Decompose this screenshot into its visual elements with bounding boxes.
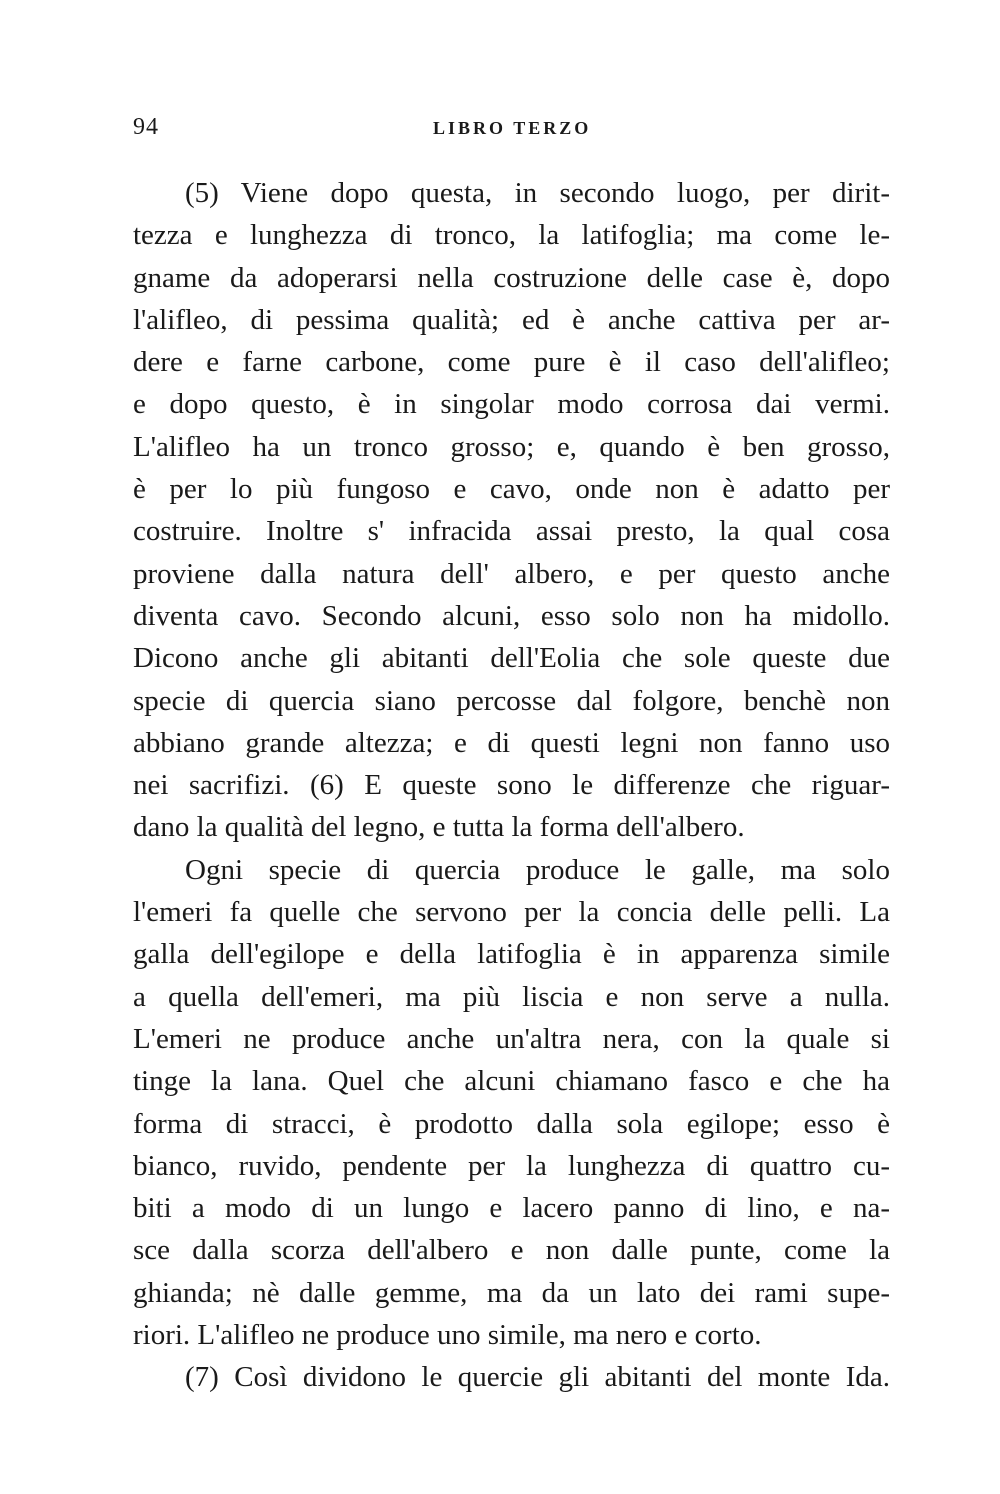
text-line: proviene dalla natura dell' albero, e per questo anche: [133, 557, 890, 590]
text-line: sce dalla scorza dell'albero e non dalle punte, come la: [133, 1234, 890, 1267]
text-line: ghianda; nè dalle gemme, ma da un lato dei rami supe-: [133, 1276, 890, 1309]
text-line: abbiano grande altezza; e di questi legni non fanno uso: [133, 726, 890, 759]
text-line: diventa cavo. Secondo alcuni, esso solo non ha midollo.: [133, 599, 890, 632]
text-line: gname da adoperarsi nella costruzione delle case è, dopo: [133, 261, 890, 294]
text-line: l'emeri fa quelle che servono per la concia delle pelli. La: [133, 896, 890, 929]
page-number: 94: [133, 114, 159, 140]
text-line: dere e farne carbone, come pure è il caso dell'alifleo;: [133, 346, 890, 379]
text-line: costruire. Inoltre s' infracida assai presto, la qual cosa: [133, 515, 890, 548]
text-line: L'emeri ne produce anche un'altra nera, con la quale si: [133, 1022, 890, 1055]
running-head: LIBRO TERZO: [433, 118, 592, 138]
text-line: e dopo questo, è in singolar modo corrosa dai vermi.: [133, 388, 890, 421]
text-line: (7) Così dividono le quercie gli abitanti del monte Ida.: [185, 1361, 890, 1394]
text-line: forma di stracci, è prodotto dalla sola egilope; esso è: [133, 1107, 890, 1140]
text-line: biti a modo di un lungo e lacero panno di lino, e na-: [133, 1192, 890, 1225]
text-line: specie di quercia siano percosse dal folgore, benchè non: [133, 684, 890, 717]
text-line: bianco, ruvido, pendente per la lunghezza di quattro cu-: [133, 1149, 890, 1182]
text-line: Ogni specie di quercia produce le galle, ma solo: [185, 853, 890, 886]
text-line: L'alifleo ha un tronco grosso; e, quando è ben grosso,: [133, 430, 890, 463]
text-line: è per lo più fungoso e cavo, onde non è adatto per: [133, 473, 890, 506]
text-line: Dicono anche gli abitanti dell'Eolia che sole queste due: [133, 642, 890, 675]
text-line: (5) Viene dopo questa, in secondo luogo, per dirit-: [185, 177, 890, 209]
text-line: nei sacrifizi. (6) E queste sono le differenze che riguar-: [133, 769, 890, 802]
page-header: [133, 114, 890, 148]
text-line: tezza e lunghezza di tronco, la latifoglia; ma come le-: [133, 219, 890, 252]
text-line: tinge la lana. Quel che alcuni chiamano fasco e che ha: [133, 1065, 890, 1098]
body-text: [133, 172, 890, 1399]
text-line: a quella dell'emeri, ma più liscia e non serve a nulla.: [133, 980, 890, 1013]
text-line: galla dell'egilope e della latifoglia è in apparenza simile: [133, 938, 890, 971]
text-line: l'alifleo, di pessima qualità; ed è anche cattiva per ar-: [133, 303, 890, 336]
text-line: riori. L'alifleo ne produce uno simile, ma nero e corto.: [133, 1319, 762, 1352]
text-line: dano la qualità del legno, e tutta la forma dell'albero.: [133, 811, 745, 844]
